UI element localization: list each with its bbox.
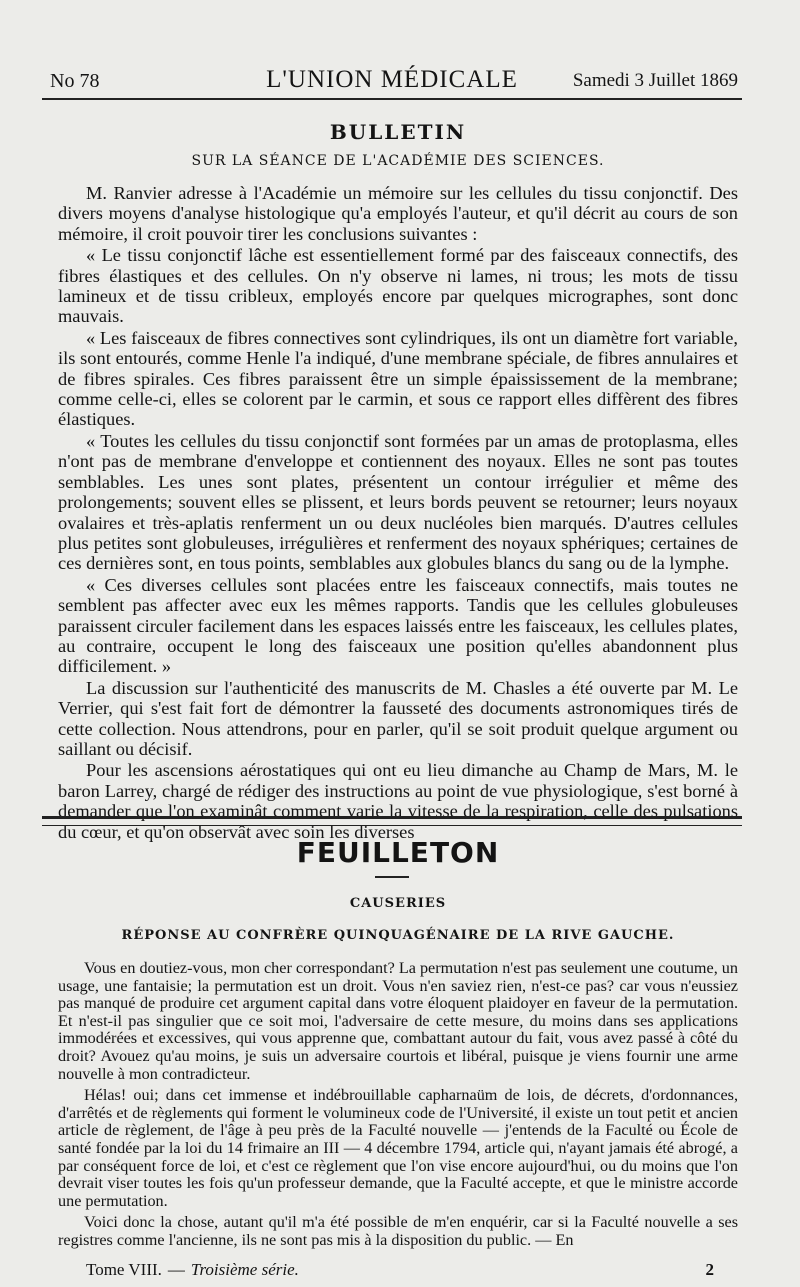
page-number: 2 [705,1260,714,1279]
footer-volume: Tome VIII. [86,1260,162,1279]
section-divider [42,816,742,826]
feuilleton-subtitle: RÉPONSE AU CONFRÈRE QUINQUAGÉNAIRE DE LA RIVE GAUCHE. [121,928,675,943]
feuilleton-body [58,960,738,1254]
bulletin-paragraph: « Toutes les cellules du tissu conjonctif sont formées par un amas de protoplasma, elles n'ont pas de membrane d'enveloppe et contiennent des noyaux. Elles ne sont pas toutes semblables. Les unes sont plates, présentent un contour irrégulier et même des prolongements; souvent elles se plissent, et leurs bords peuvent se retourner; leurs noyaux ovalaires et très-aplatis renferment un ou deux nucléoles bien marqués. D'autres cellules plus petites sont globuleuses, irrégulières et renferment des noyaux sphériques; certaines de ces dernières sont, en tous points, semblables aux globules blancs du sang ou de la lymphe. [58,430,738,574]
footer-volume-line [86,1260,299,1280]
bulletin-title: BULLETIN [329,120,467,144]
feuilleton-paragraph: Vous en doutiez-vous, mon cher correspondant? La permutation n'est pas seulement une coutume, un usage, une fantaisie; la permutation est un droit. Vous n'en saviez rien, n'est-ce pas? car vous n'eussiez pas manqué de produire cet argument capital dans votre éloquent plaidoyer en faveur de la permutation. Et n'est-il pas singulier que ce soit moi, l'adversaire de cette mesure, du moins dans ses applications immodérées et excessives, qui vous apprenne que, combattant autour du fait, vous avez passé à côté du droit? Avouez qu'au moins, je suis un adversaire courtois et libéral, puisque je viens fournir une arme nouvelle à mon contradicteur. [58,959,738,1083]
title-underline [375,876,409,878]
bulletin-body [58,183,738,843]
feuilleton-section: CAUSERIES [349,896,447,911]
bulletin-paragraph: M. Ranvier adresse à l'Académie un mémoire sur les cellules du tissu conjonctif. Des divers moyens d'analyse histologique qu'a employés l'auteur, et qu'il décrit au cours de son mémoire, il croit pouvoir tirer les conclusions suivantes : [58,183,738,244]
issue-date: Samedi 3 Juillet 1869 [572,70,738,91]
feuilleton-paragraph: Voici donc la chose, autant qu'il m'a été possible de m'en enquérir, car si la Faculté nouvelle a ses registres comme l'ancienne, ils ne sont pas mis à la disposition du public. — En [58,1213,738,1249]
issue-number: No 78 [50,70,100,92]
masthead [42,66,742,100]
page-footer [86,1260,714,1282]
bulletin-paragraph: « Ces diverses cellules sont placées entre les faisceaux connectifs, mais toutes ne semblent pas affecter avec eux les mêmes rapports. Tandis que les cellules globuleuses paraissent circuler facilement dans les espaces laissés entre les faisceaux, les cellules plates, au contraire, occupent le long des faisceaux une position qu'elles abandonnent plus difficilement. » [58,574,738,677]
footer-series: Troisième série. [190,1260,299,1279]
feuilleton-title: FEUILLETON [296,836,500,869]
feuilleton-paragraph: Hélas! oui; dans cet immense et indébrouillable capharnaüm de lois, de décrets, d'ordonnances, d'arrêtés et de règlements qui forment le volumineux code de l'Université, il existe un tout petit et ancien article de règlement, de l'âge à peu près de la Faculté nouvelle — j'entends de la Faculté ou École de santé fondée par la loi du 14 frimaire an III — 4 décembre 1794, article qui, n'ayant jamais été abrogé, a par conséquent force de loi, et c'est ce règlement que l'on vise encore aujourd'hui, ou du moins que l'on devrait viser toutes les fois qu'un professeur demande, que la Faculté accepte, et que le ministre accorde une permutation. [58,1086,738,1210]
bulletin-paragraph: La discussion sur l'authenticité des manuscrits de M. Chasles a été ouverte par M. Le Verrier, qui s'est fait fort de démontrer la fausseté des documents astronomiques tirés de cette collection. Nous attendrons, pour en parler, qu'il se soit produit quelque argument ou saillant ou décisif. [58,677,738,759]
bulletin-paragraph: « Le tissu conjonctif lâche est essentiellement formé par des faisceaux connectifs, des fibres élastiques et des cellules. On n'y observe ni lames, ni trous; les mots de tissu lamineux et de tissu cribleux, employés encore par quelques micrographes, sont donc mauvais. [58,245,738,327]
footer-separator: — [167,1260,185,1279]
bulletin-paragraph: « Les faisceaux de fibres connectives sont cylindriques, ils ont un diamètre fort variable, ils sont entourés, comme Henle l'a indiqué, d'une membrane spéciale, de fibres annulaires et de fibres spirales. Ces fibres paraissent être un simple épaississement de la membrane; comme celle-ci, elles se colorent par le carmin, et sous ce rapport elles diffèrent des fibres élastiques. [58,327,738,430]
journal-title: L'UNION MÉDICALE [266,66,518,93]
bulletin-paragraph: Pour les ascensions aérostatiques qui ont eu lieu dimanche au Champ de Mars, M. le baron Larrey, chargé de rédiger des instructions au point de vue physiologique, s'est borné à demander que l'on examinât comment varie la vitesse de la respiration, celle des pulsations du cœur, et qu'on observât avec soin les diverses [58,760,738,842]
bulletin-subtitle: SUR LA SÉANCE DE L'ACADÉMIE DES SCIENCES. [191,153,605,169]
